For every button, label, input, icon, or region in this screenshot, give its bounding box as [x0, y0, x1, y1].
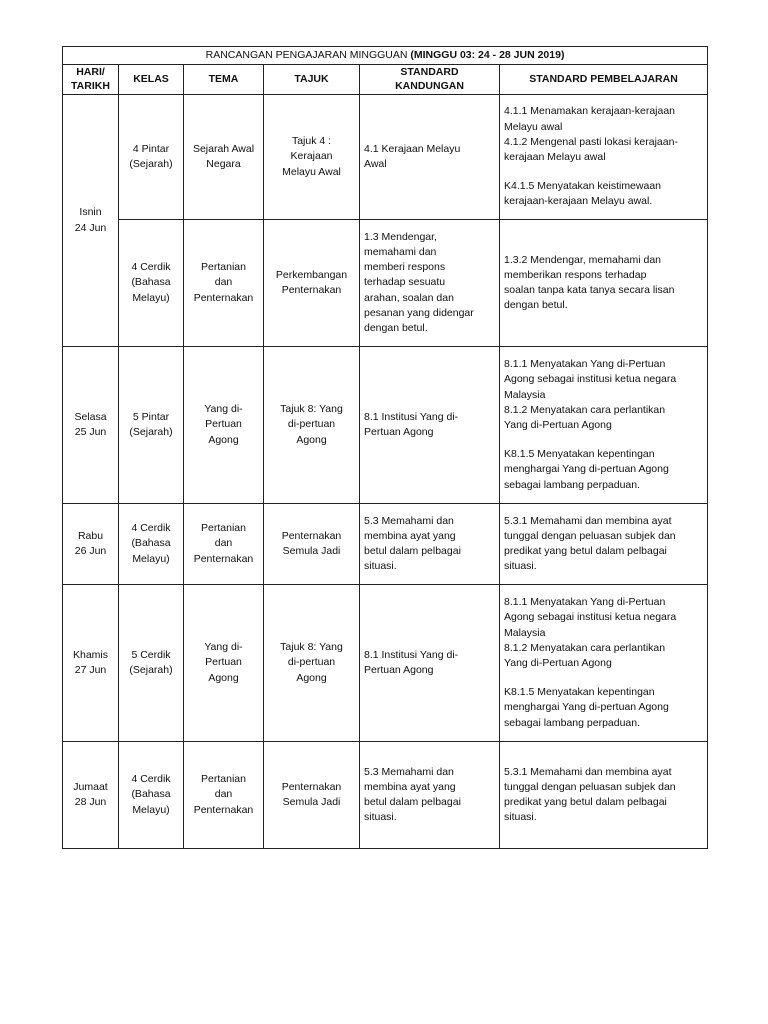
cell-line: Pertuan Agong — [364, 426, 434, 438]
cell-line: (Bahasa — [131, 788, 171, 801]
cell-kelas — [119, 742, 184, 849]
cell-line: 1.3 Mendengar, — [364, 230, 437, 243]
cell-line: Penternakan — [281, 284, 342, 296]
cell-line: 28 Jun — [74, 796, 107, 808]
cell-line: sebagai lambang perpaduan. — [504, 716, 641, 729]
cell-line: Melayu Awal — [282, 165, 341, 178]
cell-line: situasi. — [364, 560, 397, 573]
cell-line: 5.3 Memahami dan — [364, 765, 454, 778]
cell-standard-kandungan — [360, 220, 500, 347]
cell-line: Rabu — [77, 529, 104, 542]
cell-line: menghargai Yang di-pertuan Agong — [504, 701, 669, 714]
header-sk-line2: KANDUNGAN — [395, 79, 464, 92]
cell-line: situasi. — [504, 560, 537, 573]
cell-line: 26 Jun — [74, 545, 107, 557]
cell-line: 4 Cerdik — [131, 522, 171, 535]
cell-tajuk — [264, 742, 360, 849]
cell-line: membina ayat yang — [364, 529, 456, 542]
header-kelas: KELAS — [119, 65, 184, 95]
cell-line: 4 Cerdik — [131, 261, 171, 274]
cell-line: Kerajaan — [290, 150, 333, 163]
cell-line: Melayu) — [132, 552, 170, 565]
cell-line: Agong — [208, 433, 239, 446]
cell-line: (Sejarah) — [129, 158, 173, 170]
cell-line: pesanan yang didengar — [364, 306, 474, 319]
cell-line: predikat yang betul dalam pelbagai — [504, 545, 667, 557]
cell-line: Perkembangan — [275, 268, 348, 281]
cell-line: 25 Jun — [74, 426, 107, 438]
cell-line: Tajuk 8: Yang — [280, 403, 343, 416]
cell-line: K8.1.5 Menyatakan kepentingan — [504, 448, 655, 461]
cell-line: 4 Pintar — [132, 142, 170, 155]
cell-line: Penternakan — [281, 780, 342, 793]
header-tarikh: TARIKH — [71, 79, 110, 92]
cell-line: Penternakan — [193, 552, 254, 565]
cell-line: tunggal dengan peluasan subjek dan — [504, 780, 676, 793]
title-week: (MINGGU 03: 24 - 28 JUN 2019) — [410, 48, 565, 61]
cell-standard-pembelajaran — [500, 347, 708, 504]
cell-line: betul dalam pelbagai — [364, 545, 461, 557]
cell-line: memberi respons — [364, 261, 446, 274]
table-row — [63, 585, 708, 742]
cell-line: menghargai Yang di-pertuan Agong — [504, 463, 669, 476]
header-sk-line1: STANDARD — [400, 66, 459, 79]
cell-line: 4 Cerdik — [131, 773, 171, 786]
cell-tajuk — [264, 504, 360, 585]
header-row — [63, 65, 708, 95]
title-plain: RANCANGAN PENGAJARAN MINGGUAN — [205, 48, 411, 61]
cell-tema — [184, 220, 264, 347]
table-row — [63, 742, 708, 849]
cell-line: Isnin — [79, 206, 102, 219]
cell-line: Penternakan — [281, 529, 342, 542]
cell-line: di-pertuan — [287, 418, 336, 431]
cell-line: Agong — [296, 671, 327, 684]
cell-hari — [63, 347, 119, 504]
cell-line: Melayu awal — [504, 120, 563, 133]
cell-line: tunggal dengan peluasan subjek dan — [504, 529, 676, 542]
cell-tema — [184, 347, 264, 504]
cell-line: predikat yang betul dalam pelbagai — [504, 796, 667, 808]
cell-line: Penternakan — [193, 291, 254, 304]
table-row — [63, 95, 708, 220]
cell-line: situasi. — [504, 811, 537, 824]
paragraph-gap — [504, 671, 703, 685]
cell-line: (Bahasa — [131, 537, 171, 550]
cell-line: K4.1.5 Menyatakan keistimewaan — [504, 180, 662, 193]
cell-line: Semula Jadi — [282, 545, 341, 557]
cell-kelas — [119, 504, 184, 585]
cell-line: Yang di- — [204, 403, 243, 416]
cell-line: 4.1.1 Menamakan kerajaan-kerajaan — [504, 105, 676, 118]
cell-line: Agong — [296, 433, 327, 446]
table-row — [63, 220, 708, 347]
cell-line: 4.1 Kerajaan Melayu — [364, 142, 461, 155]
cell-tema — [184, 95, 264, 220]
cell-line: memahami dan — [364, 245, 437, 258]
header-standard-pembelajaran: STANDARD PEMBELAJARAN — [500, 65, 708, 95]
cell-line: 5.3.1 Memahami dan membina ayat — [504, 765, 672, 778]
cell-hari — [63, 95, 119, 347]
cell-line: Melayu) — [132, 803, 170, 816]
cell-line: Pertanian — [201, 522, 246, 535]
cell-line: memberikan respons terhadap — [504, 268, 647, 281]
cell-line: (Bahasa — [131, 276, 171, 289]
cell-standard-kandungan — [360, 585, 500, 742]
cell-tajuk — [264, 95, 360, 220]
cell-kelas — [119, 347, 184, 504]
cell-kelas — [119, 95, 184, 220]
cell-hari — [63, 742, 119, 849]
cell-line: membina ayat yang — [364, 780, 456, 793]
cell-line: Penternakan — [193, 803, 254, 816]
cell-line: Negara — [206, 158, 241, 170]
cell-standard-kandungan — [360, 347, 500, 504]
cell-line: Selasa — [74, 410, 107, 423]
cell-line: Khamis — [72, 648, 108, 661]
cell-tajuk — [264, 347, 360, 504]
cell-line: Sejarah Awal — [192, 142, 255, 155]
cell-tema — [184, 742, 264, 849]
cell-standard-kandungan — [360, 742, 500, 849]
cell-line: 24 Jun — [74, 221, 107, 234]
cell-line: Yang di- — [204, 641, 243, 654]
cell-line: (Sejarah) — [129, 664, 173, 676]
cell-line: kerajaan-kerajaan Melayu awal. — [504, 195, 653, 208]
cell-tema — [184, 585, 264, 742]
cell-line: Yang di-Pertuan Agong — [504, 657, 612, 669]
cell-line: 8.1.2 Menyatakan cara perlantikan — [504, 641, 666, 654]
cell-hari — [63, 585, 119, 742]
cell-line: (Sejarah) — [129, 426, 173, 438]
cell-standard-pembelajaran — [500, 742, 708, 849]
cell-line: 8.1 Institusi Yang di- — [364, 410, 459, 423]
cell-standard-pembelajaran — [500, 585, 708, 742]
paragraph-gap — [504, 433, 703, 447]
cell-line: 5 Cerdik — [131, 648, 171, 661]
cell-standard-pembelajaran — [500, 504, 708, 585]
cell-line: dan — [214, 537, 233, 550]
cell-line: Agong sebagai institusi ketua negara — [504, 611, 677, 624]
cell-line: 8.1 Institusi Yang di- — [364, 648, 459, 661]
table-row — [63, 504, 708, 585]
cell-line: Tajuk 4 : — [291, 135, 332, 148]
cell-line: 8.1.1 Menyatakan Yang di-Pertuan — [504, 596, 666, 609]
cell-tajuk — [264, 585, 360, 742]
lesson-plan-table — [62, 46, 708, 849]
cell-kelas — [119, 220, 184, 347]
cell-line: 5.3.1 Memahami dan membina ayat — [504, 514, 672, 527]
cell-line: 5.3 Memahami dan — [364, 514, 454, 527]
cell-line: Yang di-Pertuan Agong — [504, 419, 612, 431]
cell-line: Agong — [208, 671, 239, 684]
cell-line: Pertuan — [205, 418, 242, 431]
cell-standard-kandungan — [360, 504, 500, 585]
cell-standard-kandungan — [360, 95, 500, 220]
cell-standard-pembelajaran — [500, 95, 708, 220]
cell-line: 1.3.2 Mendengar, memahami dan — [504, 253, 662, 266]
header-tema: TEMA — [184, 65, 264, 95]
cell-line: kerajaan Melayu awal — [504, 151, 606, 163]
cell-line: dan — [214, 788, 233, 801]
table-row — [63, 347, 708, 504]
cell-line: sebagai lambang perpaduan. — [504, 478, 641, 491]
cell-line: Pertanian — [201, 773, 246, 786]
cell-line: Agong sebagai institusi ketua negara — [504, 373, 677, 386]
cell-line: Melayu) — [132, 291, 170, 304]
cell-line: 4.1.2 Mengenal pasti lokasi kerajaan- — [504, 135, 678, 148]
cell-line: betul dalam pelbagai — [364, 796, 461, 808]
header-hari: HARI/ — [76, 66, 105, 79]
cell-line: Jumaat — [73, 780, 108, 793]
cell-line: situasi. — [364, 811, 397, 824]
cell-line: dan — [214, 276, 233, 289]
cell-line: 8.1.2 Menyatakan cara perlantikan — [504, 403, 666, 416]
cell-line: K8.1.5 Menyatakan kepentingan — [504, 686, 655, 699]
cell-line: Tajuk 8: Yang — [280, 641, 343, 654]
cell-line: 8.1.1 Menyatakan Yang di-Pertuan — [504, 358, 666, 371]
cell-line: Pertanian — [201, 261, 246, 274]
cell-line: soalan tanpa kata tanya secara lisan — [504, 284, 675, 296]
header-hari-tarikh — [63, 65, 119, 95]
cell-hari — [63, 504, 119, 585]
cell-line: Pertuan Agong — [364, 664, 434, 676]
cell-line: dengan betul. — [504, 299, 568, 312]
cell-kelas — [119, 585, 184, 742]
cell-line: Malaysia — [504, 626, 546, 639]
paragraph-gap — [504, 165, 703, 179]
cell-line: arahan, soalan dan — [364, 291, 454, 304]
table-title — [63, 47, 708, 65]
cell-tema — [184, 504, 264, 585]
cell-line: Awal — [364, 158, 387, 170]
cell-line: dengan betul. — [364, 322, 428, 335]
header-tajuk: TAJUK — [264, 65, 360, 95]
title-row — [63, 47, 708, 65]
header-standard-kandungan — [360, 65, 500, 95]
cell-line: terhadap sesuatu — [364, 276, 446, 289]
cell-tajuk — [264, 220, 360, 347]
cell-line: 27 Jun — [74, 664, 107, 676]
cell-line: Semula Jadi — [282, 796, 341, 808]
cell-line: di-pertuan — [287, 656, 336, 669]
cell-line: Pertuan — [205, 656, 242, 669]
cell-line: Malaysia — [504, 388, 546, 401]
cell-line: 5 Pintar — [132, 410, 170, 423]
cell-standard-pembelajaran — [500, 220, 708, 347]
